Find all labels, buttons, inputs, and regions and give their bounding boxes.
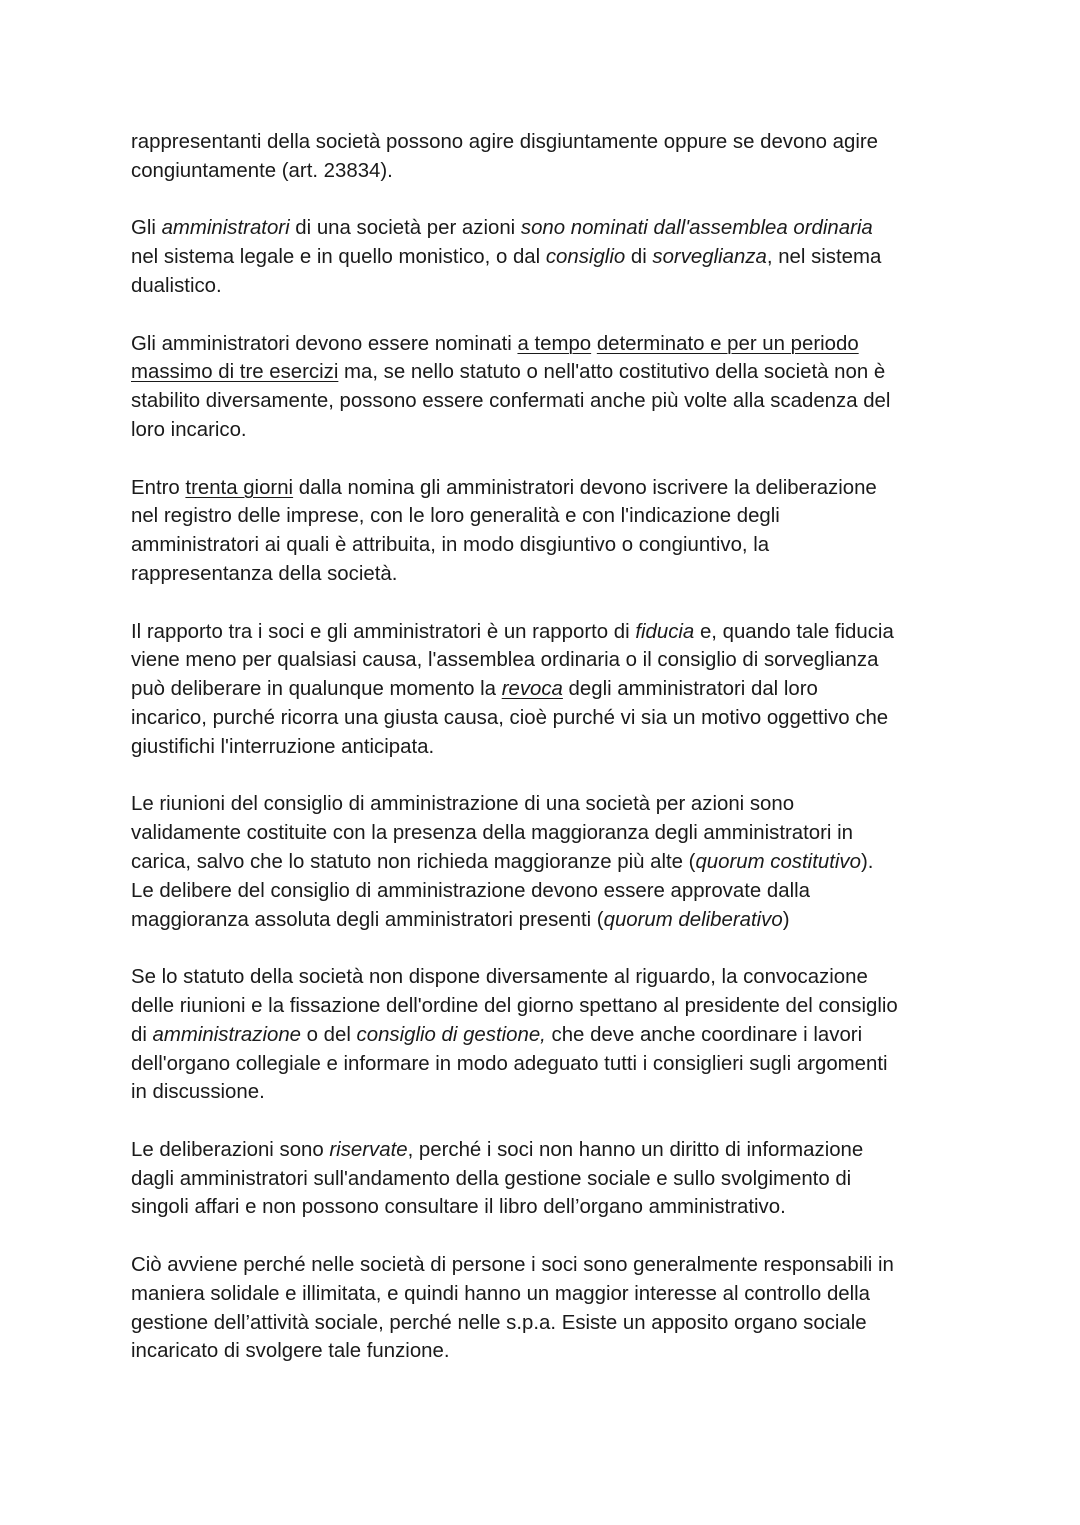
text-line xyxy=(131,675,961,704)
text-run: singoli affari e non possono consultare il libro dell’organo amministrativo. xyxy=(131,1196,786,1219)
text-run: ma, se nello statuto o nell'atto costitutivo della società non è xyxy=(338,361,886,384)
text-line xyxy=(131,1136,961,1165)
text-line xyxy=(131,330,961,359)
text-run: Le riunioni del consiglio di amministrazione di una società per azioni sono xyxy=(131,793,795,816)
text-line xyxy=(131,1193,961,1222)
text-run: Gli xyxy=(131,217,162,240)
text-run: Le delibere del consiglio di amministrazione devono essere approvate dalla xyxy=(131,879,810,902)
text-run: Gli amministratori devono essere nominati xyxy=(131,332,518,355)
text-line xyxy=(131,819,961,848)
text-run: giustifichi l'interruzione anticipata. xyxy=(131,735,435,758)
underlined-text: massimo di tre esercizi xyxy=(131,361,339,384)
text-run: congiuntamente (art. 23834). xyxy=(131,159,393,182)
text-line xyxy=(131,272,961,301)
text-run: incarico, purché ricorra una giusta causa, cioè purché vi sia un motivo oggettivo che xyxy=(131,706,889,729)
text-line xyxy=(131,531,961,560)
text-line xyxy=(131,704,961,733)
text-line xyxy=(131,474,961,503)
text-run: dualistico. xyxy=(131,274,222,297)
text-line xyxy=(131,1078,961,1107)
text-line xyxy=(131,1050,961,1079)
text-run: dell'organo collegiale e informare in modo adeguato tutti i consiglieri sugli argomenti xyxy=(131,1052,888,1075)
text-run: nel sistema legale e in quello monistico, o dal xyxy=(131,246,546,269)
text-line xyxy=(131,790,961,819)
italic-text: consiglio xyxy=(545,246,626,269)
text-line xyxy=(131,502,961,531)
document-body xyxy=(131,128,961,1366)
italic-text: sono nominati dall'assemblea ordinaria xyxy=(520,217,873,240)
text-run: ). xyxy=(860,850,874,873)
italic-text: riservate xyxy=(329,1138,408,1161)
underlined-text: a tempo xyxy=(517,332,592,355)
text-line xyxy=(131,1021,961,1050)
text-run: delle riunioni e la fissazione dell'ordine del giorno spettano al presidente del consiglio xyxy=(131,994,898,1017)
text-run: Entro xyxy=(131,476,186,499)
text-line xyxy=(131,906,961,935)
text-line xyxy=(131,128,961,157)
text-run: in discussione. xyxy=(131,1081,265,1104)
paragraph xyxy=(131,618,961,762)
paragraph xyxy=(131,474,961,589)
text-run: dagli amministratori sull'andamento della gestione sociale e sullo svolgimento di xyxy=(131,1167,852,1190)
italic-text: fiducia xyxy=(635,620,695,643)
text-run: di xyxy=(131,1023,153,1046)
text-line xyxy=(131,157,961,186)
paragraph xyxy=(131,214,961,300)
underlined-text: determinato e per un periodo xyxy=(596,332,859,355)
text-run: di xyxy=(625,246,653,269)
text-run: stabilito diversamente, possono essere confermati anche più volte alla scadenza del xyxy=(131,390,891,413)
text-run: e, quando tale fiducia xyxy=(694,620,894,643)
text-run: rappresentanti della società possono agire disgiuntamente oppure se devono agire xyxy=(131,131,879,153)
text-run: amministratori ai quali è attribuita, in modo disgiuntivo o congiuntivo, la xyxy=(131,534,770,557)
paragraph xyxy=(131,128,961,186)
text-line xyxy=(131,1251,961,1280)
italic-text: sorveglianza xyxy=(652,246,767,269)
italic-text: amministrazione xyxy=(152,1023,301,1046)
text-run: Le deliberazioni sono xyxy=(131,1138,330,1161)
text-run: validamente costituite con la presenza della maggioranza degli amministratori in xyxy=(131,822,853,845)
text-run: , perché i soci non hanno un diritto di informazione xyxy=(407,1138,864,1161)
paragraph xyxy=(131,1251,961,1366)
text-run: Ciò avviene perché nelle società di persone i soci sono generalmente responsabili in xyxy=(131,1254,894,1277)
text-line xyxy=(131,963,961,992)
text-run: carica, salvo che lo statuto non richieda maggioranze più alte ( xyxy=(131,850,696,873)
text-run: ) xyxy=(782,908,790,931)
paragraph xyxy=(131,330,961,445)
text-line xyxy=(131,387,961,416)
text-run: dalla nomina gli amministratori devono iscrivere la deliberazione xyxy=(293,476,877,499)
text-line xyxy=(131,214,961,243)
text-line xyxy=(131,358,961,387)
text-line xyxy=(131,1337,961,1366)
italic-underlined-text: revoca xyxy=(501,678,563,701)
underlined-text: trenta giorni xyxy=(185,476,294,499)
text-run: maggioranza assoluta degli amministratori presenti ( xyxy=(131,908,604,931)
text-run: Se lo statuto della società non dispone diversamente al riguardo, la convocazione xyxy=(131,966,868,989)
text-line xyxy=(131,848,961,877)
paragraph xyxy=(131,963,961,1107)
text-run: maniera solidale e illimitata, e quindi hanno un maggior interesse al controllo della xyxy=(131,1282,871,1305)
italic-text: amministratori xyxy=(161,217,290,240)
text-line xyxy=(131,1280,961,1309)
text-line xyxy=(131,243,961,272)
text-run: di una società per azioni xyxy=(289,217,521,240)
text-line xyxy=(131,992,961,1021)
text-run: incaricato di svolgere tale funzione. xyxy=(131,1340,450,1363)
text-line xyxy=(131,646,961,675)
text-line xyxy=(131,1165,961,1194)
text-run: può deliberare in qualunque momento la xyxy=(131,678,502,701)
paragraph xyxy=(131,790,961,934)
paragraph xyxy=(131,1136,961,1222)
text-line xyxy=(131,877,961,906)
text-run: che deve anche coordinare i lavori xyxy=(545,1023,863,1046)
text-run: loro incarico. xyxy=(131,418,247,441)
italic-text: quorum costitutivo xyxy=(695,850,861,873)
text-run: o del xyxy=(301,1023,357,1046)
text-run: Il rapporto tra i soci e gli amministratori è un rapporto di xyxy=(131,620,636,643)
text-run: , nel sistema xyxy=(766,246,882,269)
text-line xyxy=(131,733,961,762)
text-run: viene meno per qualsiasi causa, l'assemblea ordinaria o il consiglio di sorveglianza xyxy=(131,649,879,672)
text-run: nel registro delle imprese, con le loro generalità e con l'indicazione degli xyxy=(131,505,780,528)
text-line xyxy=(131,1309,961,1338)
text-run: gestione dell’attività sociale, perché nelle s.p.a. Esiste un apposito organo sociale xyxy=(131,1311,867,1334)
italic-text: consiglio di gestione, xyxy=(356,1023,546,1046)
text-line xyxy=(131,416,961,445)
text-run: rappresentanza della società. xyxy=(131,562,398,585)
italic-text: quorum deliberativo xyxy=(603,908,783,931)
text-line xyxy=(131,560,961,589)
text-run: degli amministratori dal loro xyxy=(562,678,818,701)
text-line xyxy=(131,618,961,647)
